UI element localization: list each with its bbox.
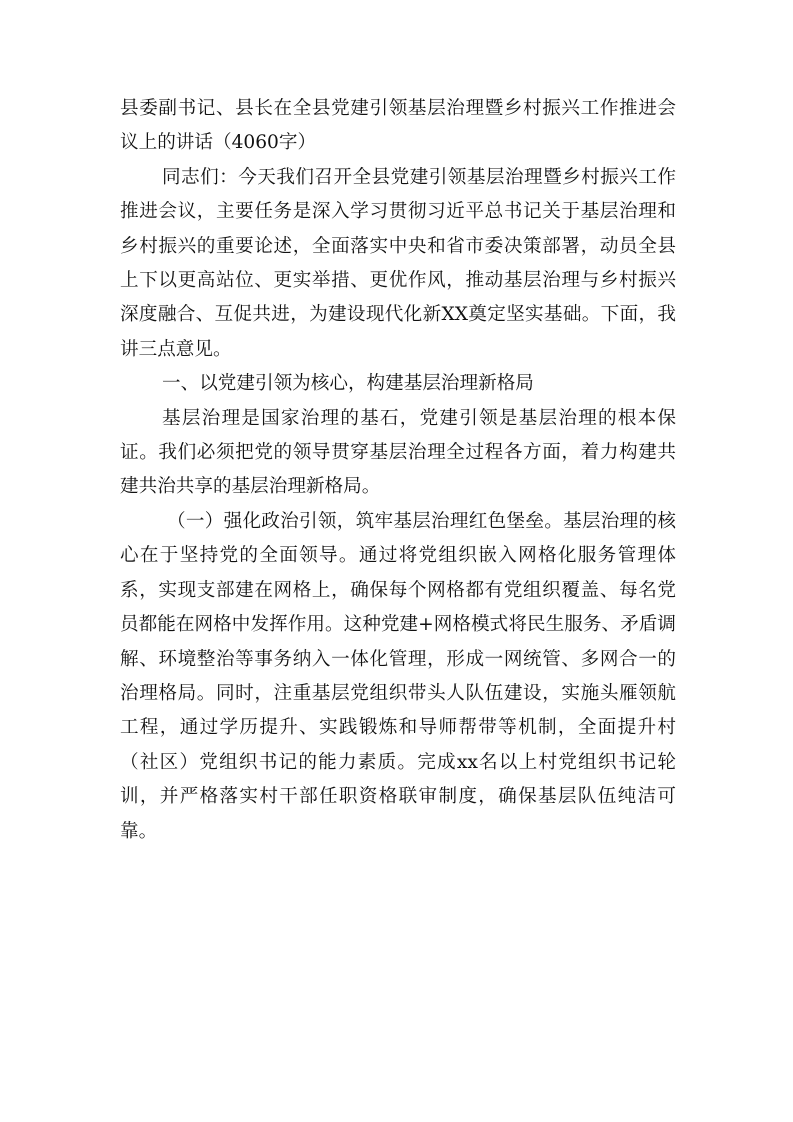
paragraph-section-intro: 基层治理是国家治理的基石，党建引领是基层治理的根本保证。我们必须把党的领导贯穿基层治理全过程各方面，着力构建共建共治共享的基层治理新格局。 xyxy=(120,407,676,498)
document-title: 县委副书记、县长在全县党建引领基层治理暨乡村振兴工作推进会议上的讲话（4060字） xyxy=(120,98,676,154)
paragraph-opening: 同志们：今天我们召开全县党建引领基层治理暨乡村振兴工作推进会议，主要任务是深入学习贯彻习近平总书记关于基层治理和乡村振兴的重要论述，全面落实中央和省市委决策部署，动员全县上下以更高站位、更实举措、更优作风，推动基层治理与乡村振兴深度融合、互促共进，为建设现代化新XX奠定坚实基础。下面，我讲三点意见。 xyxy=(120,166,676,360)
section-heading-one: 一、以党建引领为核心，构建基层治理新格局 xyxy=(162,373,534,395)
paragraph-subsection-one: （一）强化政治引领，筑牢基层治理红色堡垒。基层治理的核心在于坚持党的全面领导。通过将党组织嵌入网格化服务管理体系，实现支部建在网格上，确保每个网格都有党组织覆盖、每名党员都能在网格中发挥作用。这种党建+网格模式将民生服务、矛盾调解、环境整治等事务纳入一体化管理，形成一网统管、多网合一的治理格局。同时，注重基层党组织带头人队伍建设，实施头雁领航工程，通过学历提升、实践锻炼和导师帮带等机制，全面提升村（社区）党组织书记的能力素质。完成xx名以上村党组织书记轮训，并严格落实村干部任职资格联审制度，确保基层队伍纯洁可靠。 xyxy=(120,510,676,842)
document-body xyxy=(120,92,676,849)
